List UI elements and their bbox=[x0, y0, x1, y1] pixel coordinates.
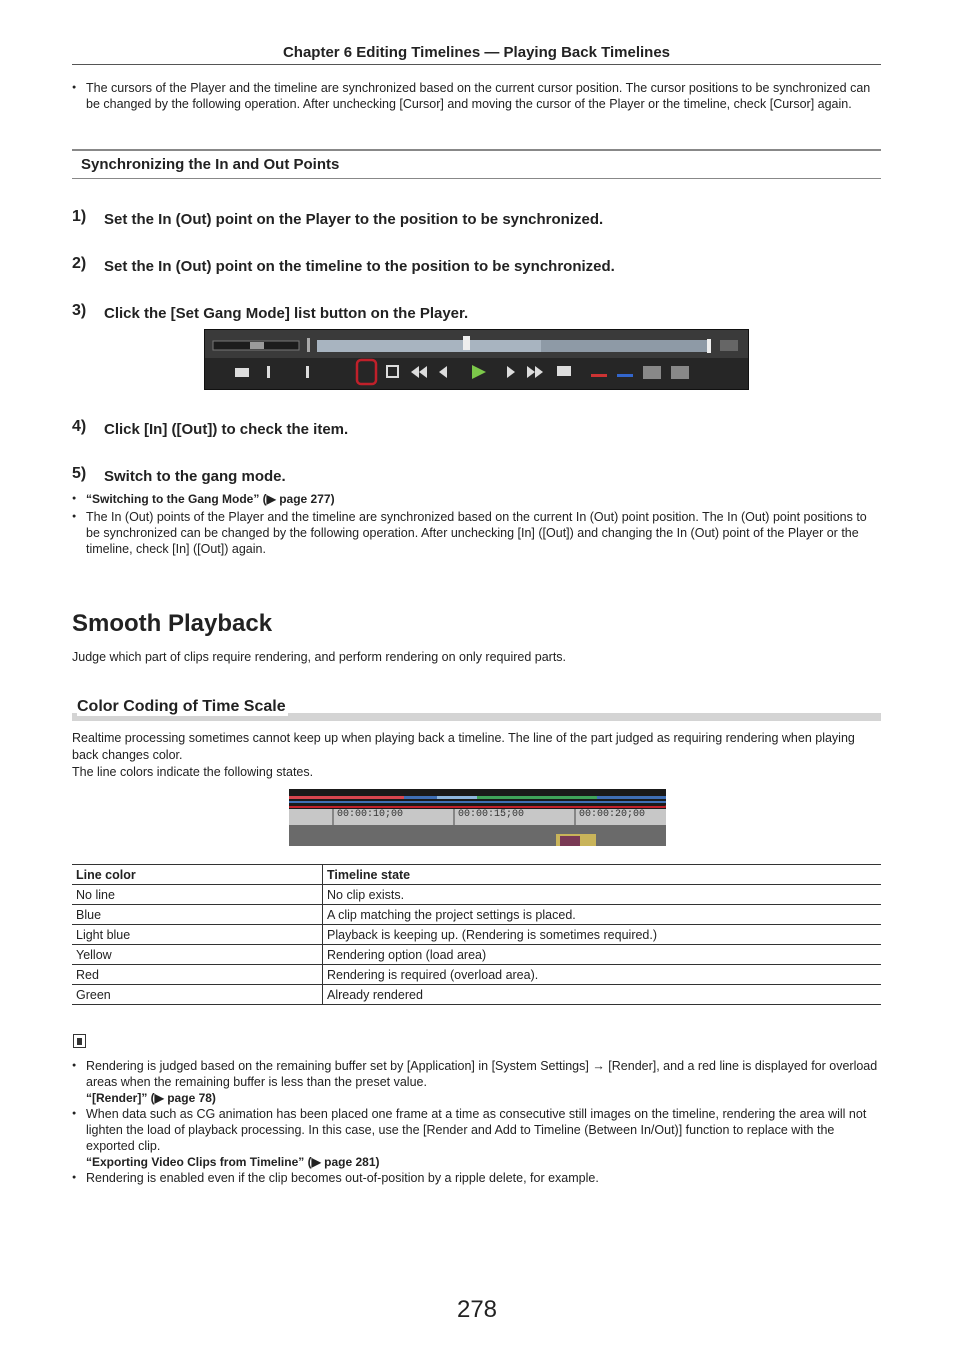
tick-label: 00:00:10;00 bbox=[337, 809, 404, 820]
note-bullet-3: ● Rendering is enabled even if the clip becomes out-of-position by a ripple delete, for example. bbox=[72, 1170, 881, 1186]
step5-bullet: ● The In (Out) points of the Player and the timeline are synchronized based on the current In (Out) point position. The In (Out) point positions to be synchronized can be changed by the following operation. After unchecking [In] ([Out]) and changing the In (Out) point of the Player or the timeline, check [In] ([Out]) again. bbox=[72, 509, 881, 557]
step-5-number: 5) bbox=[72, 465, 87, 482]
table-row bbox=[72, 925, 881, 945]
player-toolbar-image bbox=[204, 329, 749, 390]
table-cell: Rendering option (load area) bbox=[323, 945, 882, 965]
step-1-text: Set the In (Out) point on the Player to the position to be synchronized. bbox=[104, 211, 604, 228]
table-header: Timeline state bbox=[323, 865, 882, 885]
tick-label: 00:00:15;00 bbox=[458, 809, 525, 820]
step-5-text: Switch to the gang mode. bbox=[104, 468, 286, 485]
chapter-header: Chapter 6 Editing Timelines — Playing Back Timelines bbox=[282, 44, 671, 61]
player-toolbar-graphic bbox=[205, 330, 748, 389]
table-cell: Blue bbox=[72, 905, 323, 925]
step-2-number: 2) bbox=[72, 255, 87, 272]
table-cell: No clip exists. bbox=[323, 885, 882, 905]
gang-mode-reference[interactable]: ● “Switching to the Gang Mode” (▶ page 277) bbox=[72, 491, 881, 507]
table-cell: Red bbox=[72, 965, 323, 985]
color-coding-para-2: The line colors indicate the following states. bbox=[72, 765, 314, 779]
table-cell: Green bbox=[72, 985, 323, 1005]
smooth-playback-desc: Judge which part of clips require rendering, and perform rendering on only required parts. bbox=[72, 650, 567, 664]
line-color-table bbox=[72, 864, 881, 1005]
timeline-scale-image bbox=[289, 789, 666, 846]
render-reference[interactable]: “[Render]” (▶ page 78) bbox=[86, 1091, 216, 1105]
smooth-playback-title: Smooth Playback bbox=[72, 610, 273, 637]
table-header-row bbox=[72, 865, 881, 885]
note-icon bbox=[73, 1034, 86, 1048]
table-cell: Already rendered bbox=[323, 985, 882, 1005]
section-synchronizing-heading bbox=[72, 149, 881, 179]
table-row bbox=[72, 885, 881, 905]
intro-bullet: ● The cursors of the Player and the timeline are synchronized based on the current cursor position. The cursor positions to be synchronized can be changed by the following operation. After unchecking [Cursor] and moving the cursor of the Player or the timeline, check [Cursor] again. bbox=[72, 80, 881, 112]
table-cell: No line bbox=[72, 885, 323, 905]
section-title: Color Coding of Time Scale bbox=[77, 698, 286, 715]
color-coding-para-1: Realtime processing sometimes cannot keep up when playing back a timeline. The line of the part judged as requiring rendering when playing back changes color. bbox=[72, 731, 855, 762]
table-row bbox=[72, 905, 881, 925]
step-3-number: 3) bbox=[72, 302, 87, 319]
table-cell: Yellow bbox=[72, 945, 323, 965]
note-bullet-2: ● When data such as CG animation has been placed one frame at a time as consecutive still images on the timeline, rendering the area will not lighten the load of playback processing. In this case, use the [Render and Add to Timeline (Between In/Out)] function to replace with the exported clip. bbox=[72, 1106, 881, 1154]
step-4-text: Click [In] ([Out]) to check the item. bbox=[104, 421, 349, 438]
table-row bbox=[72, 945, 881, 965]
table-cell: A clip matching the project settings is placed. bbox=[323, 905, 882, 925]
step-3-text: Click the [Set Gang Mode] list button on the Player. bbox=[104, 305, 469, 322]
page-number: 278 bbox=[456, 1296, 498, 1323]
section-title: Synchronizing the In and Out Points bbox=[81, 156, 340, 173]
exporting-reference[interactable]: “Exporting Video Clips from Timeline” (▶ page 281) bbox=[86, 1155, 380, 1169]
table-row bbox=[72, 965, 881, 985]
table-cell: Rendering is required (overload area). bbox=[323, 965, 882, 985]
tick-label: 00:00:20;00 bbox=[579, 809, 646, 820]
table-cell: Playback is keeping up. (Rendering is sometimes required.) bbox=[323, 925, 882, 945]
section-color-coding-heading bbox=[72, 698, 881, 722]
step-4-number: 4) bbox=[72, 418, 87, 435]
table-cell: Light blue bbox=[72, 925, 323, 945]
table-header: Line color bbox=[72, 865, 323, 885]
step-1-number: 1) bbox=[72, 208, 87, 225]
note-bullet-1: ● Rendering is judged based on the remaining buffer set by [Application] in [System Settings] → [Render], and a red line is displayed for overload areas when the remaining buffer is less than the preset value. bbox=[72, 1058, 881, 1090]
header-rule bbox=[72, 64, 881, 65]
table-row bbox=[72, 985, 881, 1005]
step-2-text: Set the In (Out) point on the timeline to the position to be synchronized. bbox=[104, 258, 615, 275]
